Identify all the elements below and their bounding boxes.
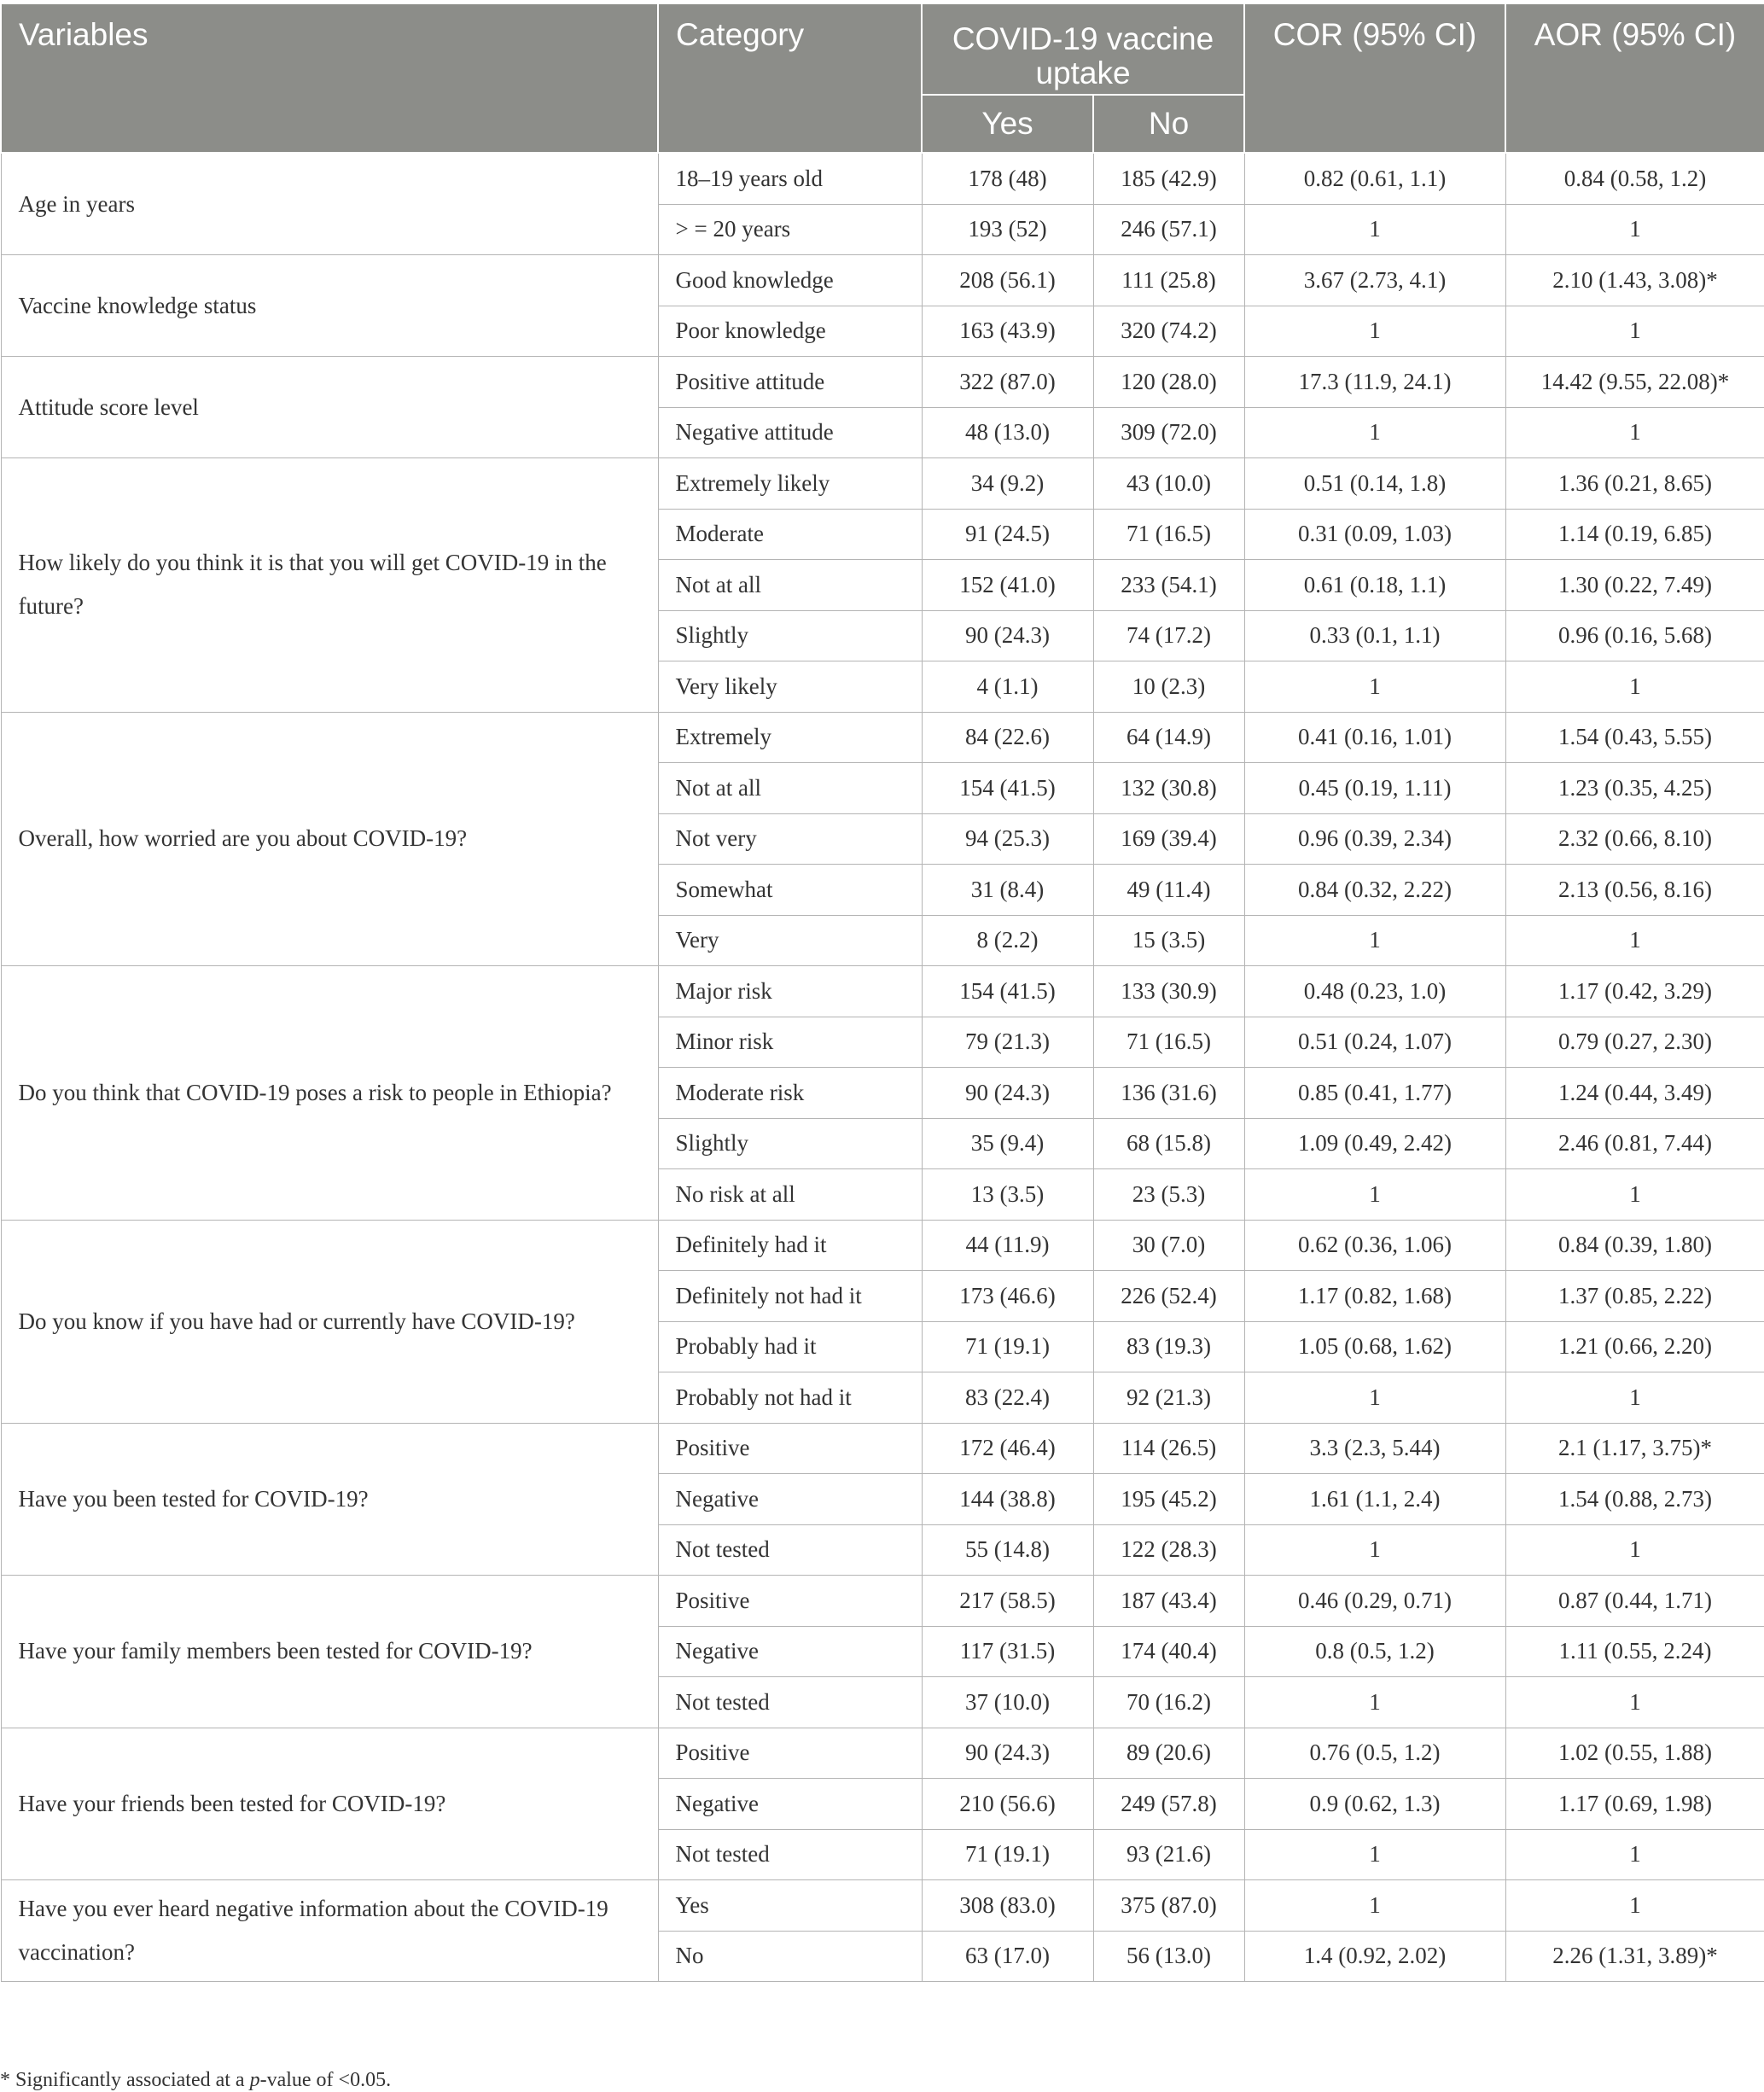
category-cell: Not at all: [658, 763, 922, 814]
aor-cell: 0.96 (0.16, 5.68): [1505, 610, 1764, 661]
aor-cell: 1.21 (0.66, 2.20): [1505, 1321, 1764, 1372]
yes-count-cell: 31 (8.4): [922, 865, 1093, 916]
cor-cell: 1.17 (0.82, 1.68): [1244, 1271, 1505, 1322]
category-cell: Very likely: [658, 661, 922, 713]
footnote-italic: p: [249, 2069, 260, 2091]
yes-count-cell: 79 (21.3): [922, 1017, 1093, 1068]
yes-count-cell: 308 (83.0): [922, 1880, 1093, 1932]
aor-cell: 1.54 (0.88, 2.73): [1505, 1474, 1764, 1525]
cor-cell: 1: [1244, 1372, 1505, 1424]
category-cell: Slightly: [658, 610, 922, 661]
yes-count-cell: 63 (17.0): [922, 1931, 1093, 1982]
yes-count-cell: 55 (14.8): [922, 1524, 1093, 1576]
category-cell: Extremely likely: [658, 458, 922, 510]
table-row: [1, 357, 1764, 408]
yes-count-cell: 208 (56.1): [922, 255, 1093, 306]
variable-cell: Attitude score level: [1, 357, 658, 458]
cor-cell: 1: [1244, 306, 1505, 357]
aor-cell: 1.14 (0.19, 6.85): [1505, 509, 1764, 560]
cor-cell: 1: [1244, 204, 1505, 255]
cor-cell: 0.51 (0.14, 1.8): [1244, 458, 1505, 510]
no-count-cell: 120 (28.0): [1093, 357, 1244, 408]
aor-cell: 0.79 (0.27, 2.30): [1505, 1017, 1764, 1068]
category-cell: Probably not had it: [658, 1372, 922, 1424]
aor-cell: 2.10 (1.43, 3.08)*: [1505, 255, 1764, 306]
header-category: Category: [658, 3, 922, 153]
aor-cell: 2.13 (0.56, 8.16): [1505, 865, 1764, 916]
no-count-cell: 320 (74.2): [1093, 306, 1244, 357]
category-cell: Not tested: [658, 1677, 922, 1728]
cor-cell: 1: [1244, 1169, 1505, 1221]
no-count-cell: 246 (57.1): [1093, 204, 1244, 255]
footnote-suffix: -value of <0.05.: [259, 2069, 392, 2091]
header-aor: AOR (95% CI): [1505, 3, 1764, 153]
cor-cell: 1.09 (0.49, 2.42): [1244, 1118, 1505, 1169]
no-count-cell: 10 (2.3): [1093, 661, 1244, 713]
no-count-cell: 226 (52.4): [1093, 1271, 1244, 1322]
aor-cell: 1: [1505, 1372, 1764, 1424]
category-cell: 18–19 years old: [658, 153, 922, 204]
yes-count-cell: 144 (38.8): [922, 1474, 1093, 1525]
no-count-cell: 71 (16.5): [1093, 509, 1244, 560]
category-cell: Probably had it: [658, 1321, 922, 1372]
category-cell: Definitely not had it: [658, 1271, 922, 1322]
yes-count-cell: 91 (24.5): [922, 509, 1093, 560]
cor-cell: 0.45 (0.19, 1.11): [1244, 763, 1505, 814]
no-count-cell: 89 (20.6): [1093, 1728, 1244, 1779]
cor-cell: 1: [1244, 407, 1505, 458]
table-row: [1, 255, 1764, 306]
category-cell: Poor knowledge: [658, 306, 922, 357]
yes-count-cell: 90 (24.3): [922, 610, 1093, 661]
aor-cell: 1.54 (0.43, 5.55): [1505, 712, 1764, 763]
no-count-cell: 92 (21.3): [1093, 1372, 1244, 1424]
cor-cell: 0.9 (0.62, 1.3): [1244, 1779, 1505, 1830]
table-body: [1, 153, 1764, 1982]
header-variables: Variables: [1, 3, 658, 153]
no-count-cell: 174 (40.4): [1093, 1626, 1244, 1677]
no-count-cell: 233 (54.1): [1093, 560, 1244, 611]
aor-cell: 2.32 (0.66, 8.10): [1505, 813, 1764, 865]
no-count-cell: 70 (16.2): [1093, 1677, 1244, 1728]
yes-count-cell: 13 (3.5): [922, 1169, 1093, 1221]
category-cell: Very: [658, 915, 922, 966]
table-row: [1, 458, 1764, 510]
yes-count-cell: 4 (1.1): [922, 661, 1093, 713]
yes-count-cell: 84 (22.6): [922, 712, 1093, 763]
category-cell: Not tested: [658, 1829, 922, 1880]
variable-cell: Have your friends been tested for COVID-19?: [1, 1728, 658, 1880]
variable-cell: Vaccine knowledge status: [1, 255, 658, 357]
cor-cell: 1.05 (0.68, 1.62): [1244, 1321, 1505, 1372]
cor-cell: 0.33 (0.1, 1.1): [1244, 610, 1505, 661]
aor-cell: 1: [1505, 306, 1764, 357]
no-count-cell: 132 (30.8): [1093, 763, 1244, 814]
no-count-cell: 111 (25.8): [1093, 255, 1244, 306]
yes-count-cell: 193 (52): [922, 204, 1093, 255]
cor-cell: 3.3 (2.3, 5.44): [1244, 1423, 1505, 1474]
category-cell: Definitely had it: [658, 1220, 922, 1271]
cor-cell: 0.82 (0.61, 1.1): [1244, 153, 1505, 204]
aor-cell: 0.84 (0.58, 1.2): [1505, 153, 1764, 204]
cor-cell: 1.61 (1.1, 2.4): [1244, 1474, 1505, 1525]
cor-cell: 1: [1244, 1677, 1505, 1728]
aor-cell: 1.11 (0.55, 2.24): [1505, 1626, 1764, 1677]
no-count-cell: 136 (31.6): [1093, 1068, 1244, 1119]
category-cell: Somewhat: [658, 865, 922, 916]
cor-cell: 0.84 (0.32, 2.22): [1244, 865, 1505, 916]
cor-cell: 0.85 (0.41, 1.77): [1244, 1068, 1505, 1119]
no-count-cell: 375 (87.0): [1093, 1880, 1244, 1932]
yes-count-cell: 48 (13.0): [922, 407, 1093, 458]
table-row: [1, 1220, 1764, 1271]
aor-cell: 1.36 (0.21, 8.65): [1505, 458, 1764, 510]
no-count-cell: 83 (19.3): [1093, 1321, 1244, 1372]
table-row: [1, 153, 1764, 204]
table-header: [1, 3, 1764, 153]
variable-cell: Overall, how worried are you about COVID-19?: [1, 712, 658, 966]
yes-count-cell: 163 (43.9): [922, 306, 1093, 357]
cor-cell: 1: [1244, 915, 1505, 966]
no-count-cell: 74 (17.2): [1093, 610, 1244, 661]
no-count-cell: 114 (26.5): [1093, 1423, 1244, 1474]
cor-cell: 17.3 (11.9, 24.1): [1244, 357, 1505, 408]
yes-count-cell: 152 (41.0): [922, 560, 1093, 611]
aor-cell: 1: [1505, 1524, 1764, 1576]
category-cell: Not very: [658, 813, 922, 865]
no-count-cell: 122 (28.3): [1093, 1524, 1244, 1576]
aor-cell: 1: [1505, 915, 1764, 966]
yes-count-cell: 90 (24.3): [922, 1728, 1093, 1779]
yes-count-cell: 71 (19.1): [922, 1321, 1093, 1372]
yes-count-cell: 154 (41.5): [922, 966, 1093, 1017]
yes-count-cell: 178 (48): [922, 153, 1093, 204]
yes-count-cell: 217 (58.5): [922, 1576, 1093, 1627]
aor-cell: 2.1 (1.17, 3.75)*: [1505, 1423, 1764, 1474]
yes-count-cell: 90 (24.3): [922, 1068, 1093, 1119]
cor-cell: 0.61 (0.18, 1.1): [1244, 560, 1505, 611]
table-footnote: [0, 2069, 391, 2092]
table-row: [1, 1880, 1764, 1932]
aor-cell: 1: [1505, 1169, 1764, 1221]
category-cell: Extremely: [658, 712, 922, 763]
aor-cell: 1: [1505, 204, 1764, 255]
cor-cell: 0.46 (0.29, 0.71): [1244, 1576, 1505, 1627]
category-cell: Moderate: [658, 509, 922, 560]
header-vaccine-uptake: COVID-19 vaccine uptake: [922, 3, 1244, 95]
table-row: [1, 712, 1764, 763]
category-cell: Positive attitude: [658, 357, 922, 408]
category-cell: Major risk: [658, 966, 922, 1017]
aor-cell: 1.23 (0.35, 4.25): [1505, 763, 1764, 814]
category-cell: Positive: [658, 1728, 922, 1779]
header-cor: COR (95% CI): [1244, 3, 1505, 153]
cor-cell: 0.76 (0.5, 1.2): [1244, 1728, 1505, 1779]
no-count-cell: 93 (21.6): [1093, 1829, 1244, 1880]
cor-cell: 0.51 (0.24, 1.07): [1244, 1017, 1505, 1068]
aor-cell: 1.02 (0.55, 1.88): [1505, 1728, 1764, 1779]
variable-cell: Age in years: [1, 153, 658, 255]
no-count-cell: 133 (30.9): [1093, 966, 1244, 1017]
table-row: [1, 1423, 1764, 1474]
category-cell: No risk at all: [658, 1169, 922, 1221]
variable-cell: Have your family members been tested for COVID-19?: [1, 1576, 658, 1728]
cor-cell: 0.8 (0.5, 1.2): [1244, 1626, 1505, 1677]
variable-cell: Do you know if you have had or currently have COVID-19?: [1, 1220, 658, 1423]
aor-cell: 1.37 (0.85, 2.22): [1505, 1271, 1764, 1322]
yes-count-cell: 34 (9.2): [922, 458, 1093, 510]
category-cell: Slightly: [658, 1118, 922, 1169]
category-cell: Not tested: [658, 1524, 922, 1576]
aor-cell: 1.24 (0.44, 3.49): [1505, 1068, 1764, 1119]
category-cell: Negative: [658, 1779, 922, 1830]
aor-cell: 0.87 (0.44, 1.71): [1505, 1576, 1764, 1627]
cor-cell: 1: [1244, 1829, 1505, 1880]
no-count-cell: 195 (45.2): [1093, 1474, 1244, 1525]
yes-count-cell: 173 (46.6): [922, 1271, 1093, 1322]
aor-cell: 14.42 (9.55, 22.08)*: [1505, 357, 1764, 408]
footnote-prefix: * Significantly associated at a: [0, 2069, 250, 2091]
no-count-cell: 309 (72.0): [1093, 407, 1244, 458]
yes-count-cell: 154 (41.5): [922, 763, 1093, 814]
variable-cell: How likely do you think it is that you will get COVID-19 in the future?: [1, 458, 658, 713]
yes-count-cell: 94 (25.3): [922, 813, 1093, 865]
cor-cell: 0.41 (0.16, 1.01): [1244, 712, 1505, 763]
no-count-cell: 185 (42.9): [1093, 153, 1244, 204]
no-count-cell: 71 (16.5): [1093, 1017, 1244, 1068]
no-count-cell: 49 (11.4): [1093, 865, 1244, 916]
table-row: [1, 1576, 1764, 1627]
yes-count-cell: 322 (87.0): [922, 357, 1093, 408]
no-count-cell: 43 (10.0): [1093, 458, 1244, 510]
yes-count-cell: 172 (46.4): [922, 1423, 1093, 1474]
results-table: [0, 3, 1764, 1982]
no-count-cell: 68 (15.8): [1093, 1118, 1244, 1169]
category-cell: Negative: [658, 1626, 922, 1677]
yes-count-cell: 210 (56.6): [922, 1779, 1093, 1830]
no-count-cell: 23 (5.3): [1093, 1169, 1244, 1221]
category-cell: Good knowledge: [658, 255, 922, 306]
category-cell: Not at all: [658, 560, 922, 611]
cor-cell: 3.67 (2.73, 4.1): [1244, 255, 1505, 306]
category-cell: Moderate risk: [658, 1068, 922, 1119]
category-cell: Yes: [658, 1880, 922, 1932]
yes-count-cell: 117 (31.5): [922, 1626, 1093, 1677]
yes-count-cell: 8 (2.2): [922, 915, 1093, 966]
no-count-cell: 64 (14.9): [1093, 712, 1244, 763]
cor-cell: 0.31 (0.09, 1.03): [1244, 509, 1505, 560]
variable-cell: Do you think that COVID-19 poses a risk to people in Ethiopia?: [1, 966, 658, 1221]
category-cell: Minor risk: [658, 1017, 922, 1068]
header-yes: Yes: [922, 95, 1093, 153]
cor-cell: 1.4 (0.92, 2.02): [1244, 1931, 1505, 1982]
table-row: [1, 1728, 1764, 1779]
aor-cell: 1: [1505, 1880, 1764, 1932]
yes-count-cell: 71 (19.1): [922, 1829, 1093, 1880]
aor-cell: 1: [1505, 1677, 1764, 1728]
yes-count-cell: 35 (9.4): [922, 1118, 1093, 1169]
no-count-cell: 169 (39.4): [1093, 813, 1244, 865]
table-container: [0, 3, 1764, 1982]
cor-cell: 1: [1244, 1524, 1505, 1576]
no-count-cell: 187 (43.4): [1093, 1576, 1244, 1627]
cor-cell: 0.48 (0.23, 1.0): [1244, 966, 1505, 1017]
aor-cell: 2.26 (1.31, 3.89)*: [1505, 1931, 1764, 1982]
cor-cell: 0.96 (0.39, 2.34): [1244, 813, 1505, 865]
aor-cell: 1.17 (0.42, 3.29): [1505, 966, 1764, 1017]
header-no: No: [1093, 95, 1244, 153]
category-cell: Negative: [658, 1474, 922, 1525]
cor-cell: 0.62 (0.36, 1.06): [1244, 1220, 1505, 1271]
aor-cell: 1: [1505, 1829, 1764, 1880]
no-count-cell: 15 (3.5): [1093, 915, 1244, 966]
aor-cell: 1.17 (0.69, 1.98): [1505, 1779, 1764, 1830]
category-cell: Positive: [658, 1423, 922, 1474]
no-count-cell: 56 (13.0): [1093, 1931, 1244, 1982]
variable-cell: Have you ever heard negative information about the COVID-19 vaccination?: [1, 1880, 658, 1982]
yes-count-cell: 83 (22.4): [922, 1372, 1093, 1424]
no-count-cell: 249 (57.8): [1093, 1779, 1244, 1830]
yes-count-cell: 44 (11.9): [922, 1220, 1093, 1271]
category-cell: No: [658, 1931, 922, 1982]
variable-cell: Have you been tested for COVID-19?: [1, 1423, 658, 1576]
cor-cell: 1: [1244, 661, 1505, 713]
table-row: [1, 966, 1764, 1017]
aor-cell: 2.46 (0.81, 7.44): [1505, 1118, 1764, 1169]
no-count-cell: 30 (7.0): [1093, 1220, 1244, 1271]
aor-cell: 1: [1505, 407, 1764, 458]
aor-cell: 0.84 (0.39, 1.80): [1505, 1220, 1764, 1271]
aor-cell: 1.30 (0.22, 7.49): [1505, 560, 1764, 611]
category-cell: Positive: [658, 1576, 922, 1627]
category-cell: > = 20 years: [658, 204, 922, 255]
cor-cell: 1: [1244, 1880, 1505, 1932]
aor-cell: 1: [1505, 661, 1764, 713]
yes-count-cell: 37 (10.0): [922, 1677, 1093, 1728]
category-cell: Negative attitude: [658, 407, 922, 458]
